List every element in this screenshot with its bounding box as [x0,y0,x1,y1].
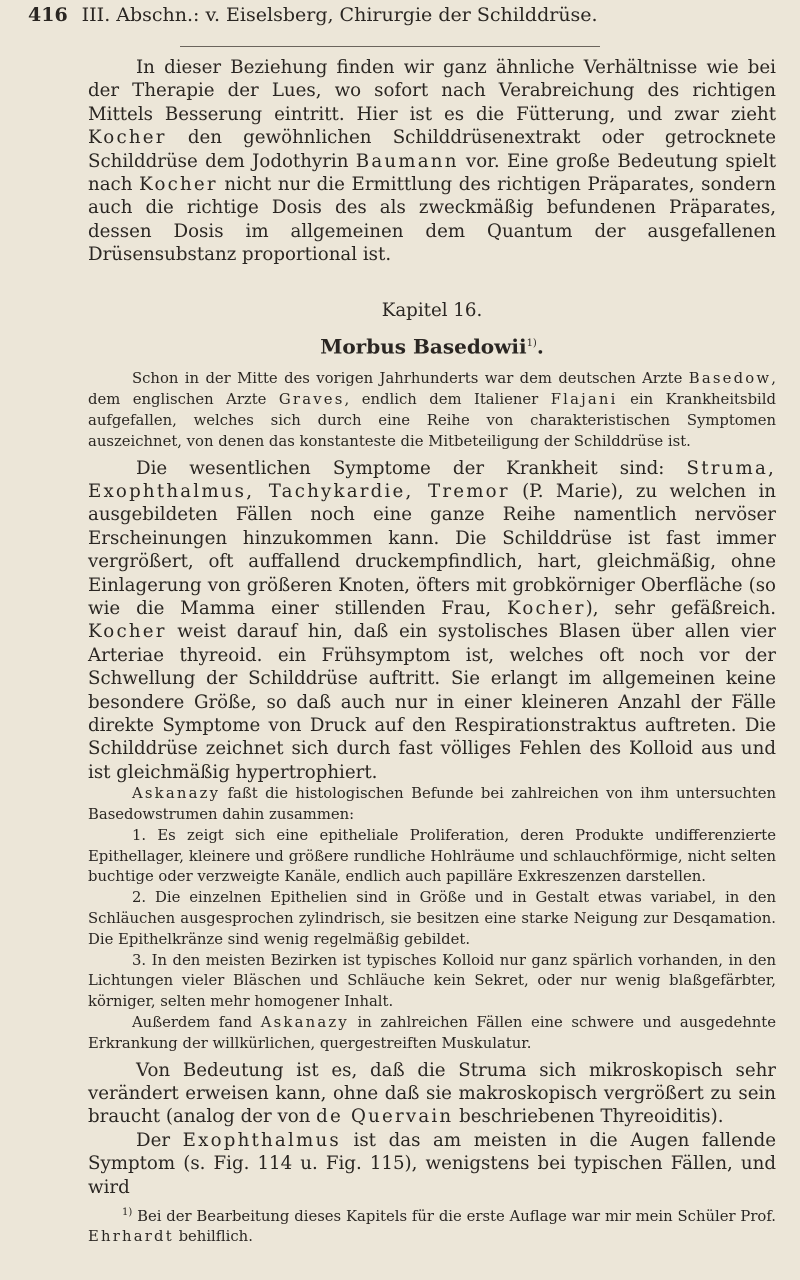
text-run: Von Bedeutung ist es, daß die Struma sich mikroskopisch sehr verändert erweisen kann, ohne daß sie makroskopisch vergrößert zu sein braucht (analog der von [88,1059,776,1128]
spaced-name: Baumann [355,150,459,172]
text-run: In dieser Beziehung finden wir ganz ähnliche Verhältnisse wie bei der Therapie der Lues, wo sofort nach Verabreichung des richtigen Mittels Besserung eintritt. Hier ist es die Fütterung, und zwar zieht [88,57,776,125]
spaced-name: Kocher [507,597,586,619]
text-run: faßt die histologischen Befunde bei zahlreichen von ihm untersuchten Basedowstrumen dahin zusammen: [88,785,776,823]
text-run: , endlich dem Italiener [344,391,551,409]
footnote-mark: 1) [122,1206,133,1218]
text-run: , dem englischen Arzte [88,370,776,409]
page-number: 416 [28,4,68,26]
text-run: weist darauf hin, daß ein systolisches Blasen über allen vier Arteriae thyreoid. ein Frühsymptom ist, welches oft noch vor der Schwellung der Schilddrüse auftritt. Sie erlangt im allgemeinen keine besondere Größe, so daß auch nur in einer kleineren Anzahl der Fälle direkte Symptome von Druck auf den Respirationstraktus auftreten. Die Schilddrüse zeichnet sich durch fast völliges Fehlen des Kolloid aus und ist gleichmäßig hypertrophiert. [88,621,776,783]
list-item-3: 3. In den meisten Bezirken ist typisches Kolloid nur ganz spärlich vorhanden, in den Lichtungen vieler Bläschen und Schläuche kein Sekret, oder nur wenig blaßgefärbter, körniger, selten mehr homogener Inhalt. [88,951,776,1011]
chapter-title-text: Morbus Basedowii [320,334,527,359]
footnote-ref: 1) [526,337,537,349]
spaced-name: de Quervain [316,1106,454,1128]
text-run: Bei der Bearbeitung dieses Kapitels für die erste Auflage war mir mein Schüler Prof. [132,1207,776,1225]
text-run: beschriebenen Thyreoiditis). [453,1106,724,1128]
paragraph-therapy [88,56,776,267]
text-run: den gewöhnlichen Schilddrüsenextrakt oder getrocknete Schilddrüse dem Jodothyrin [88,127,776,172]
text-run: Der [136,1129,183,1151]
text-run: (P. Marie), zu welchen in ausgebildeten Fällen noch eine ganze Reihe namentlich nervöser Erscheinungen hinzukommen kann. Die Schilddrüse ist fast immer vergrößert, oft auffallend druckempfindlich, hart, gleichmäßig, ohne Einlagerung von größeren Knoten, öfters mit grobkörniger Oberfläche (so wie die Mamma einer stillenden Frau, [88,480,776,619]
spaced-name: Ehrhardt [88,1228,174,1246]
paragraph-microscopic [88,1059,776,1129]
spaced-name: Basedow [688,370,772,388]
paragraph-askanazy-intro [88,784,776,826]
spaced-name: Askanazy [260,1013,349,1031]
running-title: III. Abschn.: v. Eiselsberg, Chirurgie der Schilddrüse. [81,4,598,26]
text-run: behilflich. [173,1228,253,1246]
text-run: in zahlreichen Fällen eine schwere und ausgedehnte Erkrankung der willkürlichen, quergestreiften Muskulatur. [88,1013,776,1052]
text-run: ein Krankheitsbild aufgefallen, welches sich durch eine Reihe von charakteristischen Symptomen auszeichnet, von denen das konstanteste die Mitbeteiligung der Schilddrüse ist. [88,391,776,450]
page-body [88,56,776,1248]
list-item-2: 2. Die einzelnen Epithelien sind in Größe und in Gestalt etwas variabel, in den Schläuchen ausgesprochen zylindrisch, sie besitzen eine starke Neigung zur Desqamation. Die Epithelkränze sind wenig regelmäßig gebildet. [88,889,776,948]
footnote [88,1203,776,1248]
spaced-name: Flajani [550,391,618,409]
spaced-term: Struma, Exophthalmus, Tachykardie, Tremor [88,457,776,502]
chapter-title: Morbus Basedowii$^{1)}$. [320,334,544,359]
text-run: nicht nur die Ermittlung des richtigen Präparates, sondern auch die richtige Dosis des als zweckmäßig befundenen Präparates, dessen Dosis im allgemeinen dem Quantum der ausgefallenen Drüsensubstanz proportional ist. [88,174,776,266]
running-header [28,3,778,27]
paragraph-symptoms [88,457,776,785]
paragraph-muscles [88,1013,776,1055]
list-item-1: 1. Es zeigt sich eine epitheliale Proliferation, deren Produkte undifferenzierte Epithellager, kleinere und größere rundliche Hohlräume und schlauchförmige, nicht selten buchtige oder verzweigte Kanäle, endlich auch papilläre Exkreszenzen darstellen. [88,826,776,886]
text-run: Außerdem fand [132,1013,261,1031]
text-run: Schon in der Mitte des vorigen Jahrhunderts war dem deutschen Arzte [132,370,689,388]
text-run: ist das am meisten in die Augen fallende Symptom (s. Fig. 114 u. Fig. 115), wenigstens bei typischen Fällen, und wird [88,1129,777,1198]
spaced-name: Kocher [88,127,167,149]
spaced-name: Graves [278,391,345,409]
paragraph-history [88,369,776,452]
text-run: ), sehr gefäßreich. [585,597,777,619]
spaced-term: Exophthalmus [182,1129,341,1151]
spaced-name: Kocher [88,621,167,643]
paragraph-exophthalmus [88,1129,776,1199]
text-run: Die wesentlichen Symptome der Krankheit sind: [136,457,687,479]
spaced-name: Askanazy [132,785,221,803]
chapter-heading: Kapitel 16. [381,299,483,321]
text-run: vor. Eine große Bedeutung spielt nach [88,150,776,196]
header-rule [180,46,600,47]
spaced-name: Kocher [139,174,218,196]
